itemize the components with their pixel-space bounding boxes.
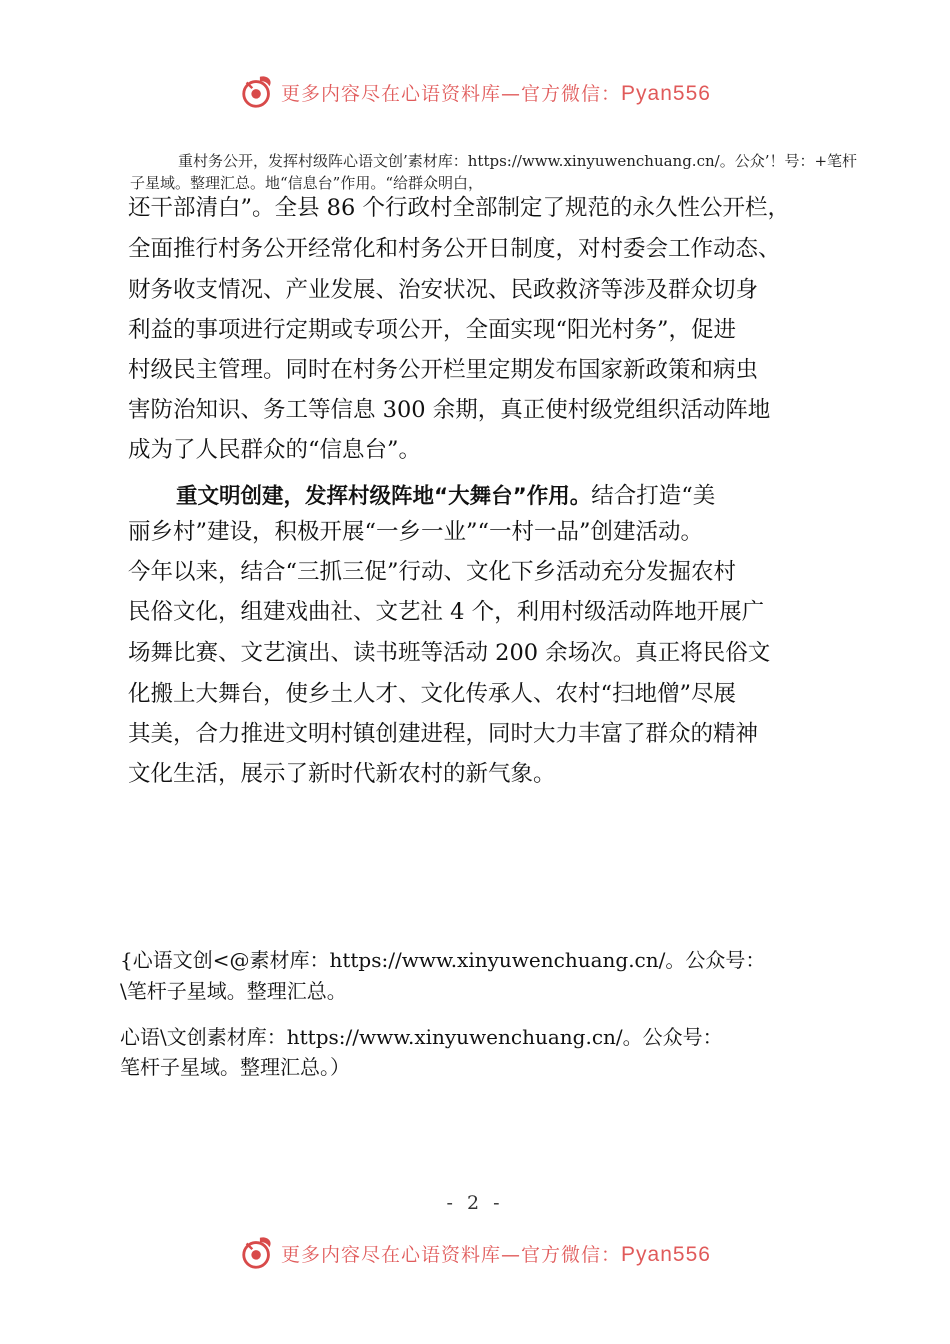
paragraph-2-heading: 重文明创建，发挥村级阵地“大舞台”作用。 <box>176 484 592 509</box>
footer-note-line: 笔杆子星域。整理汇总。） <box>120 1055 350 1079</box>
paragraph-1-line: 还干部清白”。全县 86 个行政村全部制定了规范的永久性公开栏， <box>128 195 790 221</box>
paragraph-2-line: 化搬上大舞台，使乡土人才、文化传承人、农村“扫地僧”尽展 <box>128 681 737 707</box>
paragraph-2-line: 丽乡村”建设，积极开展“一乡一业”“一村一品”创建活动。 <box>128 519 704 545</box>
paragraph-1-line: 成为了人民群众的“信息台”。 <box>128 437 422 463</box>
footer-note-line: \笔杆子星域。整理汇总。 <box>120 979 347 1003</box>
paragraph-2-first-line-rest: 结合打造“美 <box>591 483 716 509</box>
footer-banner <box>0 1231 950 1275</box>
footer-note-line: {心语文创<@素材库：https://www.xinyuwenchuang.cn/。公众号： <box>120 948 766 972</box>
paragraph-1-line: 村级民主管理。同时在村务公开栏里定期发布国家新政策和病虫 <box>128 357 759 383</box>
paragraph-2-line: 其美，合力推进文明村镇创建进程，同时大力丰富了群众的精神 <box>128 721 759 747</box>
paragraph-2-line: 民俗文化，组建戏曲社、文艺社 4 个，利用村级活动阵地开展广 <box>128 599 765 625</box>
header-banner-brand: Pyan556 <box>621 81 711 105</box>
paragraph-2-line: 文化生活，展示了新时代新农村的新气象。 <box>128 761 556 787</box>
footer-banner-text: 更多内容尽在心语资料库—官方微信：Pyan556 <box>281 1242 711 1266</box>
page-number: - 2 - <box>446 1192 504 1214</box>
paragraph-2-line: 场舞比赛、文艺演出、读书班等活动 200 余场次。真正将民俗文 <box>128 640 771 666</box>
paragraph-1-line: 财务收支情况、产业发展、治安状况、民政救济等涉及群众切身 <box>128 277 759 303</box>
header-banner <box>0 70 950 114</box>
paragraph-2-first-line <box>176 481 715 512</box>
paragraph-1-line: 害防治知识、务工等信息 300 余期，真正使村级党组织活动阵地 <box>128 397 771 423</box>
footer-banner-brand: Pyan556 <box>621 1242 711 1266</box>
header-banner-text: 更多内容尽在心语资料库—官方微信：Pyan556 <box>281 81 711 105</box>
brand-logo-icon <box>239 1234 277 1272</box>
brand-logo-icon <box>239 73 277 111</box>
watermark-note: 重村务公开，发挥村级阵心语文创’素材库：https://www.xinyuwenchuang.cn/。公众’！号：+笔杆子星域。整理汇总。地“信息台”作用。“给群众明白， <box>130 152 858 192</box>
paragraph-1-line: 全面推行村务公开经常化和村务公开日制度，对村委会工作动态、 <box>128 236 781 262</box>
footer-note-line: 心语\文创素材库：https://www.xinyuwenchuang.cn/。公众号： <box>120 1025 723 1049</box>
paragraph-2-line: 今年以来，结合“三抓三促”行动、文化下乡活动充分发掘农村 <box>128 559 737 585</box>
paragraph-1-line: 利益的事项进行定期或专项公开，全面实现“阳光村务”，促进 <box>128 317 737 343</box>
